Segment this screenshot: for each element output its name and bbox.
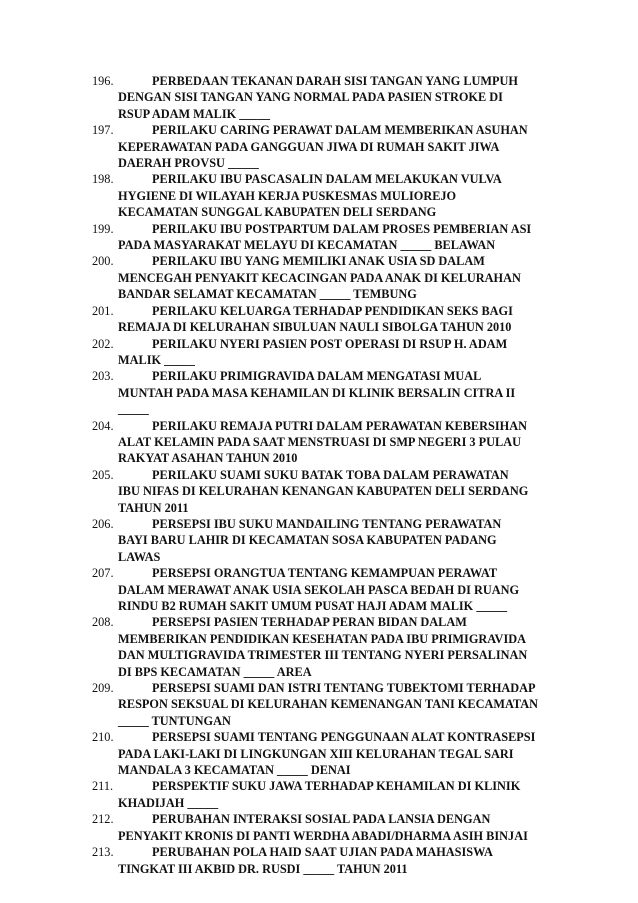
entry-title-line: PERSEPSI ORANGTUA TENTANG KEMAMPUAN PERAWAT xyxy=(152,566,498,581)
entry-title-line: ALAT KELAMIN PADA SAAT MENSTRUASI DI SMP NEGERI 3 PULAU xyxy=(118,434,522,449)
entry-title-line: PENYAKIT KRONIS DI PANTI WERDHA ABADI/DHARMA ASIH BINJAI xyxy=(118,828,528,843)
entry-title-line: HYGIENE DI WILAYAH KERJA PUSKESMAS MULIOREJO xyxy=(118,188,457,203)
entry-number: 199. xyxy=(92,221,114,236)
entry-title-line: IBU NIFAS DI KELURAHAN KENANGAN KABUPATEN DELI SERDANG xyxy=(118,484,529,499)
entry-title-line: RSUP ADAM MALIK _____ xyxy=(118,106,271,121)
entry-title-line: KHADIJAH _____ xyxy=(118,795,219,810)
list-item xyxy=(92,729,576,778)
list-item xyxy=(92,467,576,516)
list-item xyxy=(92,811,576,844)
entry-title-line: _____ xyxy=(118,402,149,417)
entry-number: 204. xyxy=(92,418,114,433)
entry-title-line: DENGAN SISI TANGAN YANG NORMAL PADA PASIEN STROKE DI xyxy=(118,90,503,105)
entry-number: 201. xyxy=(92,303,114,318)
entry-title-line: DAN MULTIGRAVIDA TRIMESTER III TENTANG NYERI PERSALINAN xyxy=(118,648,528,663)
entry-title-line: MUNTAH PADA MASA KEHAMILAN DI KLINIK BERSALIN CITRA II xyxy=(118,385,516,400)
entry-title-line: BAYI BARU LAHIR DI KECAMATAN SOSA KABUPATEN PADANG xyxy=(118,533,497,548)
list-item xyxy=(92,516,576,565)
entry-number: 212. xyxy=(92,812,114,827)
entry-title-line: MALIK _____ xyxy=(118,352,195,367)
entry-title-line: DAERAH PROVSU _____ xyxy=(118,156,259,171)
entry-title-line: LAWAS xyxy=(118,549,161,564)
entry-title-line: _____ TUNTUNGAN xyxy=(118,713,231,728)
entry-title-line: PERSEPSI SUAMI TENTANG PENGGUNAAN ALAT KONTRASEPSI xyxy=(152,730,536,745)
entry-title-line: MANDALA 3 KECAMATAN _____ DENAI xyxy=(118,763,351,778)
list-item xyxy=(92,614,576,680)
entry-title-line: PERILAKU IBU YANG MEMILIKI ANAK USIA SD DALAM xyxy=(152,254,485,269)
list-item xyxy=(92,221,576,254)
entry-title-line: KECAMATAN SUNGGAL KABUPATEN DELI SERDANG xyxy=(118,205,437,220)
entry-title-line: KEPERAWATAN PADA GANGGUAN JIWA DI RUMAH SAKIT JIWA xyxy=(118,139,500,154)
list-item xyxy=(92,253,576,302)
entry-title-line: PERILAKU NYERI PASIEN POST OPERASI DI RSUP H. ADAM xyxy=(152,336,508,351)
entry-number: 200. xyxy=(92,254,114,269)
entry-number: 210. xyxy=(92,730,114,745)
entry-title-line: PERILAKU IBU PASCASALIN DALAM MELAKUKAN VULVA xyxy=(152,172,502,187)
list-item xyxy=(92,778,576,811)
entry-title-line: PERILAKU REMAJA PUTRI DALAM PERAWATAN KEBERSIHAN xyxy=(152,418,527,433)
entry-title-line: TAHUN 2011 xyxy=(118,500,189,515)
list-item xyxy=(92,171,576,220)
list-item xyxy=(92,368,576,417)
entry-title-line: PERSPEKTIF SUKU JAWA TERHADAP KEHAMILAN DI KLINIK xyxy=(152,779,521,794)
entry-number: 205. xyxy=(92,467,114,482)
entry-title-line: PERILAKU PRIMIGRAVIDA DALAM MENGATASI MUAL xyxy=(152,369,482,384)
entry-number: 213. xyxy=(92,845,114,860)
entry-title-line: PERBEDAAN TEKANAN DARAH SISI TANGAN YANG LUMPUH xyxy=(152,74,518,88)
list-item xyxy=(92,303,576,336)
entry-number: 202. xyxy=(92,336,114,351)
entry-title-line: PERSEPSI PASIEN TERHADAP PERAN BIDAN DALAM xyxy=(152,615,467,630)
entry-title-line: PERUBAHAN INTERAKSI SOSIAL PADA LANSIA DENGAN xyxy=(152,812,491,827)
entry-title-line: PERILAKU KELUARGA TERHADAP PENDIDIKAN SEKS BAGI xyxy=(152,303,513,318)
entry-number: 198. xyxy=(92,172,114,187)
entry-title-line: PADA MASYARAKAT MELAYU DI KECAMATAN _____ BELAWAN xyxy=(118,238,496,253)
entry-title-line: MENCEGAH PENYAKIT KECACINGAN PADA ANAK DI KELURAHAN xyxy=(118,270,521,285)
entry-title-line: RINDU B2 RUMAH SAKIT UMUM PUSAT HAJI ADAM MALIK _____ xyxy=(118,599,508,613)
entry-title-line: PERILAKU IBU POSTPARTUM DALAM PROSES PEMBERIAN ASI xyxy=(152,221,532,236)
list-item xyxy=(92,122,576,171)
entry-title-line: PERSEPSI SUAMI DAN ISTRI TENTANG TUBEKTOMI TERHADAP xyxy=(152,681,536,696)
entry-number: 196. xyxy=(92,74,114,88)
entry-number: 197. xyxy=(92,123,114,138)
entry-number: 207. xyxy=(92,566,114,581)
entry-title-line: PERSEPSI IBU SUKU MANDAILING TENTANG PERAWATAN xyxy=(152,516,502,531)
list-item xyxy=(92,336,576,369)
entry-title-line: RAKYAT ASAHAN TAHUN 2010 xyxy=(118,451,298,466)
entry-title-line: REMAJA DI KELURAHAN SIBULUAN NAULI SIBOLGA TAHUN 2010 xyxy=(118,320,512,335)
entry-title-line: DALAM MERAWAT ANAK USIA SEKOLAH PASCA BEDAH DI RUANG xyxy=(118,582,520,597)
list-item xyxy=(92,418,576,467)
list-item xyxy=(92,844,576,877)
thesis-title-list xyxy=(92,73,576,877)
entry-title-line: TINGKAT III AKBID DR. RUSDI _____ TAHUN 2011 xyxy=(118,861,408,876)
entry-title-line: PADA LAKI-LAKI DI LINGKUNGAN XIII KELURAHAN TEGAL SARI xyxy=(118,746,514,761)
list-item xyxy=(92,73,576,122)
entry-title-line: BANDAR SELAMAT KECAMATAN _____ TEMBUNG xyxy=(118,287,417,302)
list-item xyxy=(92,680,576,729)
entry-title-line: PERUBAHAN POLA HAID SAAT UJIAN PADA MAHASISWA xyxy=(152,845,493,860)
entry-title-line: PERILAKU CARING PERAWAT DALAM MEMBERIKAN ASUHAN xyxy=(152,123,528,138)
entry-title-line: MEMBERIKAN PENDIDIKAN KESEHATAN PADA IBU PRIMIGRAVIDA xyxy=(118,631,526,646)
entry-number: 206. xyxy=(92,516,114,531)
entry-title-line: DI BPS KECAMATAN _____ AREA xyxy=(118,664,312,679)
entry-number: 208. xyxy=(92,615,114,630)
entry-number: 209. xyxy=(92,681,114,696)
entry-number: 211. xyxy=(92,779,114,794)
entry-title-line: RESPON SEKSUAL DI KELURAHAN KEMENANGAN TANI KECAMATAN xyxy=(118,697,538,712)
entry-title-line: PERILAKU SUAMI SUKU BATAK TOBA DALAM PERAWATAN xyxy=(152,467,509,482)
entry-number: 203. xyxy=(92,369,114,384)
list-item xyxy=(92,565,576,614)
